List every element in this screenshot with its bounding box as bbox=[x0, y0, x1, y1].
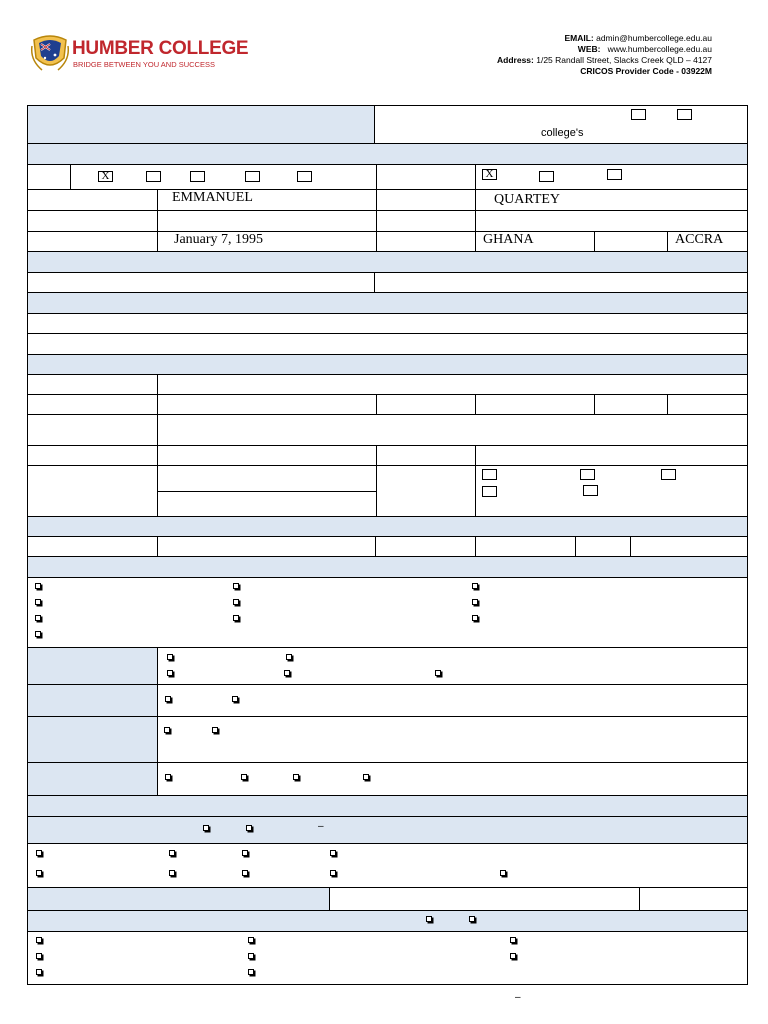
title-label-cell bbox=[27, 164, 71, 190]
checklist-1-item-9[interactable] bbox=[472, 599, 478, 605]
checklist-2-item-8[interactable] bbox=[330, 870, 336, 876]
title-option-checkbox-5[interactable] bbox=[297, 171, 312, 182]
last-name-label-cell bbox=[376, 189, 476, 211]
cricos-code: CRICOS Provider Code - 03922M bbox=[580, 66, 712, 76]
phone-field[interactable] bbox=[157, 445, 377, 466]
checklist-3-item-6[interactable] bbox=[248, 969, 254, 975]
dob-value: January 7, 1995 bbox=[174, 232, 264, 247]
contact-pref-options-cell bbox=[475, 465, 748, 517]
question-4-option-4[interactable] bbox=[363, 774, 369, 780]
country-label-cell bbox=[376, 231, 476, 252]
checklist-2-item-5[interactable] bbox=[36, 870, 42, 876]
relationship-label-cell bbox=[375, 536, 476, 557]
gender-label-cell bbox=[376, 164, 476, 190]
postcode-label-cell bbox=[594, 394, 668, 415]
contact-block bbox=[497, 33, 712, 77]
checklist-3-item-8[interactable] bbox=[510, 953, 516, 959]
checklist-1-item-6[interactable] bbox=[233, 599, 239, 605]
field-row-2b[interactable] bbox=[374, 272, 748, 293]
email-value[interactable]: admin@humbercollege.edu.au bbox=[596, 33, 712, 43]
enrolment-form bbox=[27, 105, 748, 985]
mobile-label-cell bbox=[376, 445, 476, 466]
contact-pref-checkbox-2[interactable] bbox=[580, 469, 595, 480]
footer-dash: – bbox=[515, 992, 521, 1003]
shield-crest-icon bbox=[30, 30, 70, 74]
checklist-1-item-8[interactable] bbox=[472, 583, 478, 589]
split-row-field-1[interactable] bbox=[329, 887, 640, 911]
postal-field[interactable] bbox=[157, 414, 748, 446]
last-name-value: QUARTEY bbox=[494, 192, 561, 207]
field-row-3b[interactable] bbox=[27, 333, 748, 355]
checklist-1-item-10[interactable] bbox=[472, 615, 478, 621]
checklist-block-1 bbox=[27, 577, 748, 648]
state-field[interactable] bbox=[475, 394, 595, 415]
colleges-text: college's bbox=[541, 127, 584, 139]
question-2-label-cell bbox=[27, 684, 158, 717]
logo-name: HUMBER COLLEGE bbox=[72, 38, 249, 59]
checklist-block-2 bbox=[27, 843, 748, 888]
gender-checkbox-1[interactable]: X bbox=[482, 169, 497, 180]
checklist-1-item-5[interactable] bbox=[233, 583, 239, 589]
office-checkbox-1[interactable] bbox=[631, 109, 646, 120]
state-label-cell bbox=[376, 394, 476, 415]
checklist-2-item-2[interactable] bbox=[169, 850, 175, 856]
section-header-4 bbox=[27, 354, 748, 375]
section-9-yes-checkbox[interactable] bbox=[426, 916, 432, 922]
question-3-option-2[interactable] bbox=[212, 727, 218, 733]
checklist-1-item-2[interactable] bbox=[35, 599, 41, 605]
section-header-3 bbox=[27, 292, 748, 314]
suburb-field[interactable] bbox=[157, 394, 377, 415]
postcode-field[interactable] bbox=[667, 394, 748, 415]
emergency-phone-field[interactable] bbox=[630, 536, 748, 557]
other-names-label-cell bbox=[27, 210, 158, 232]
question-4-option-2[interactable] bbox=[241, 774, 247, 780]
checklist-3-item-4[interactable] bbox=[248, 937, 254, 943]
checklist-1-item-1[interactable] bbox=[35, 583, 41, 589]
question-1-options-cell bbox=[157, 647, 748, 685]
question-1-option-2[interactable] bbox=[286, 654, 292, 660]
email-label-cell bbox=[27, 465, 158, 517]
section-8-dash: – bbox=[318, 821, 324, 832]
contact-pref-checkbox-5[interactable] bbox=[583, 485, 598, 496]
question-1-label-cell bbox=[27, 647, 158, 685]
form-title-cell bbox=[27, 105, 375, 144]
section-8-no-checkbox[interactable] bbox=[246, 825, 252, 831]
split-row-label-cell bbox=[27, 887, 330, 911]
checklist-3-item-5[interactable] bbox=[248, 953, 254, 959]
question-1-option-1[interactable] bbox=[167, 654, 173, 660]
section-header-8 bbox=[27, 816, 748, 844]
college-logo bbox=[30, 30, 249, 78]
section-header-5 bbox=[27, 516, 748, 537]
question-2-option-2[interactable] bbox=[232, 696, 238, 702]
question-1-option-5[interactable] bbox=[435, 670, 441, 676]
section-personal-details bbox=[27, 143, 748, 165]
section-header-7 bbox=[27, 795, 748, 817]
relationship-field[interactable] bbox=[475, 536, 576, 557]
other-names-field[interactable] bbox=[157, 210, 377, 232]
checklist-2-item-7[interactable] bbox=[242, 870, 248, 876]
question-4-option-1[interactable] bbox=[165, 774, 171, 780]
question-1-option-3[interactable] bbox=[167, 670, 173, 676]
address-label: Address: bbox=[497, 55, 534, 65]
title-options-cell bbox=[70, 164, 377, 190]
web-value[interactable]: www.humbercollege.edu.au bbox=[607, 44, 712, 54]
office-checkbox-2[interactable] bbox=[677, 109, 692, 120]
section-header-9 bbox=[27, 910, 748, 932]
checklist-3-item-2[interactable] bbox=[36, 953, 42, 959]
checklist-2-item-9[interactable] bbox=[500, 870, 506, 876]
checklist-2-item-1[interactable] bbox=[36, 850, 42, 856]
checklist-3-item-3[interactable] bbox=[36, 969, 42, 975]
question-4-label-cell bbox=[27, 762, 158, 796]
contact-pref-checkbox-1[interactable] bbox=[482, 469, 497, 480]
field-row-2a[interactable] bbox=[27, 272, 375, 293]
checklist-1-item-7[interactable] bbox=[233, 615, 239, 621]
address-label-cell bbox=[27, 374, 158, 395]
suburb-label-cell bbox=[27, 394, 158, 415]
postal-label-cell bbox=[27, 414, 158, 446]
question-3-options-cell bbox=[157, 716, 748, 763]
phone-label-cell bbox=[27, 445, 158, 466]
first-name-label-cell bbox=[27, 189, 158, 211]
gender-checkbox-3[interactable] bbox=[607, 169, 622, 180]
contact-pref-label-cell bbox=[376, 465, 476, 517]
emergency-name-field[interactable] bbox=[157, 536, 376, 557]
checklist-3-item-7[interactable] bbox=[510, 937, 516, 943]
city-label-cell bbox=[594, 231, 668, 252]
section-8-yes-checkbox[interactable] bbox=[203, 825, 209, 831]
question-2-option-1[interactable] bbox=[165, 696, 171, 702]
preferred-name-label-cell bbox=[376, 210, 476, 232]
web-label: WEB: bbox=[577, 44, 601, 54]
checklist-2-item-3[interactable] bbox=[242, 850, 248, 856]
preferred-name-field[interactable] bbox=[475, 210, 748, 232]
email-line bbox=[497, 33, 712, 44]
checklist-3-item-1[interactable] bbox=[36, 937, 42, 943]
question-4-option-3[interactable] bbox=[293, 774, 299, 780]
first-name-value: EMMANUEL bbox=[172, 190, 253, 205]
contact-pref-checkbox-3[interactable] bbox=[661, 469, 676, 480]
question-1-option-4[interactable] bbox=[284, 670, 290, 676]
address-line bbox=[497, 55, 712, 66]
address-field[interactable] bbox=[157, 374, 748, 395]
question-2-options-cell bbox=[157, 684, 748, 717]
section-header-6 bbox=[27, 556, 748, 578]
emergency-phone-label-cell bbox=[575, 536, 631, 557]
email-field-1[interactable] bbox=[157, 465, 377, 492]
dob-label-cell bbox=[27, 231, 158, 252]
emergency-label-cell bbox=[27, 536, 158, 557]
title-option-checkbox-3[interactable] bbox=[190, 171, 205, 182]
split-row-field-2[interactable] bbox=[639, 887, 748, 911]
section-header-2 bbox=[27, 251, 748, 273]
gender-checkbox-2[interactable] bbox=[539, 171, 554, 182]
contact-pref-checkbox-4[interactable] bbox=[482, 486, 497, 497]
logo-tagline: BRIDGE BETWEEN YOU AND SUCCESS bbox=[73, 60, 215, 69]
checklist-1-item-3[interactable] bbox=[35, 615, 41, 621]
title-option-checkbox-4[interactable] bbox=[245, 171, 260, 182]
title-option-checkbox-2[interactable] bbox=[146, 171, 161, 182]
city-value: ACCRA bbox=[675, 232, 724, 247]
cricos-line bbox=[497, 66, 712, 77]
web-line bbox=[497, 44, 712, 55]
country-value: GHANA bbox=[483, 232, 534, 247]
checklist-2-item-4[interactable] bbox=[330, 850, 336, 856]
checklist-2-item-6[interactable] bbox=[169, 870, 175, 876]
email-label: EMAIL: bbox=[564, 33, 594, 43]
mobile-field[interactable] bbox=[475, 445, 748, 466]
title-option-checkbox-1[interactable]: X bbox=[98, 171, 113, 182]
checklist-1-item-4[interactable] bbox=[35, 631, 41, 637]
section-9-no-checkbox[interactable] bbox=[469, 916, 475, 922]
question-3-label-cell bbox=[27, 716, 158, 763]
field-row-3a[interactable] bbox=[27, 313, 748, 334]
address-value: 1/25 Randall Street, Slacks Creek QLD – 4127 bbox=[536, 55, 712, 65]
email-field-2[interactable] bbox=[157, 491, 377, 517]
question-3-option-1[interactable] bbox=[164, 727, 170, 733]
checklist-block-3 bbox=[27, 931, 748, 985]
